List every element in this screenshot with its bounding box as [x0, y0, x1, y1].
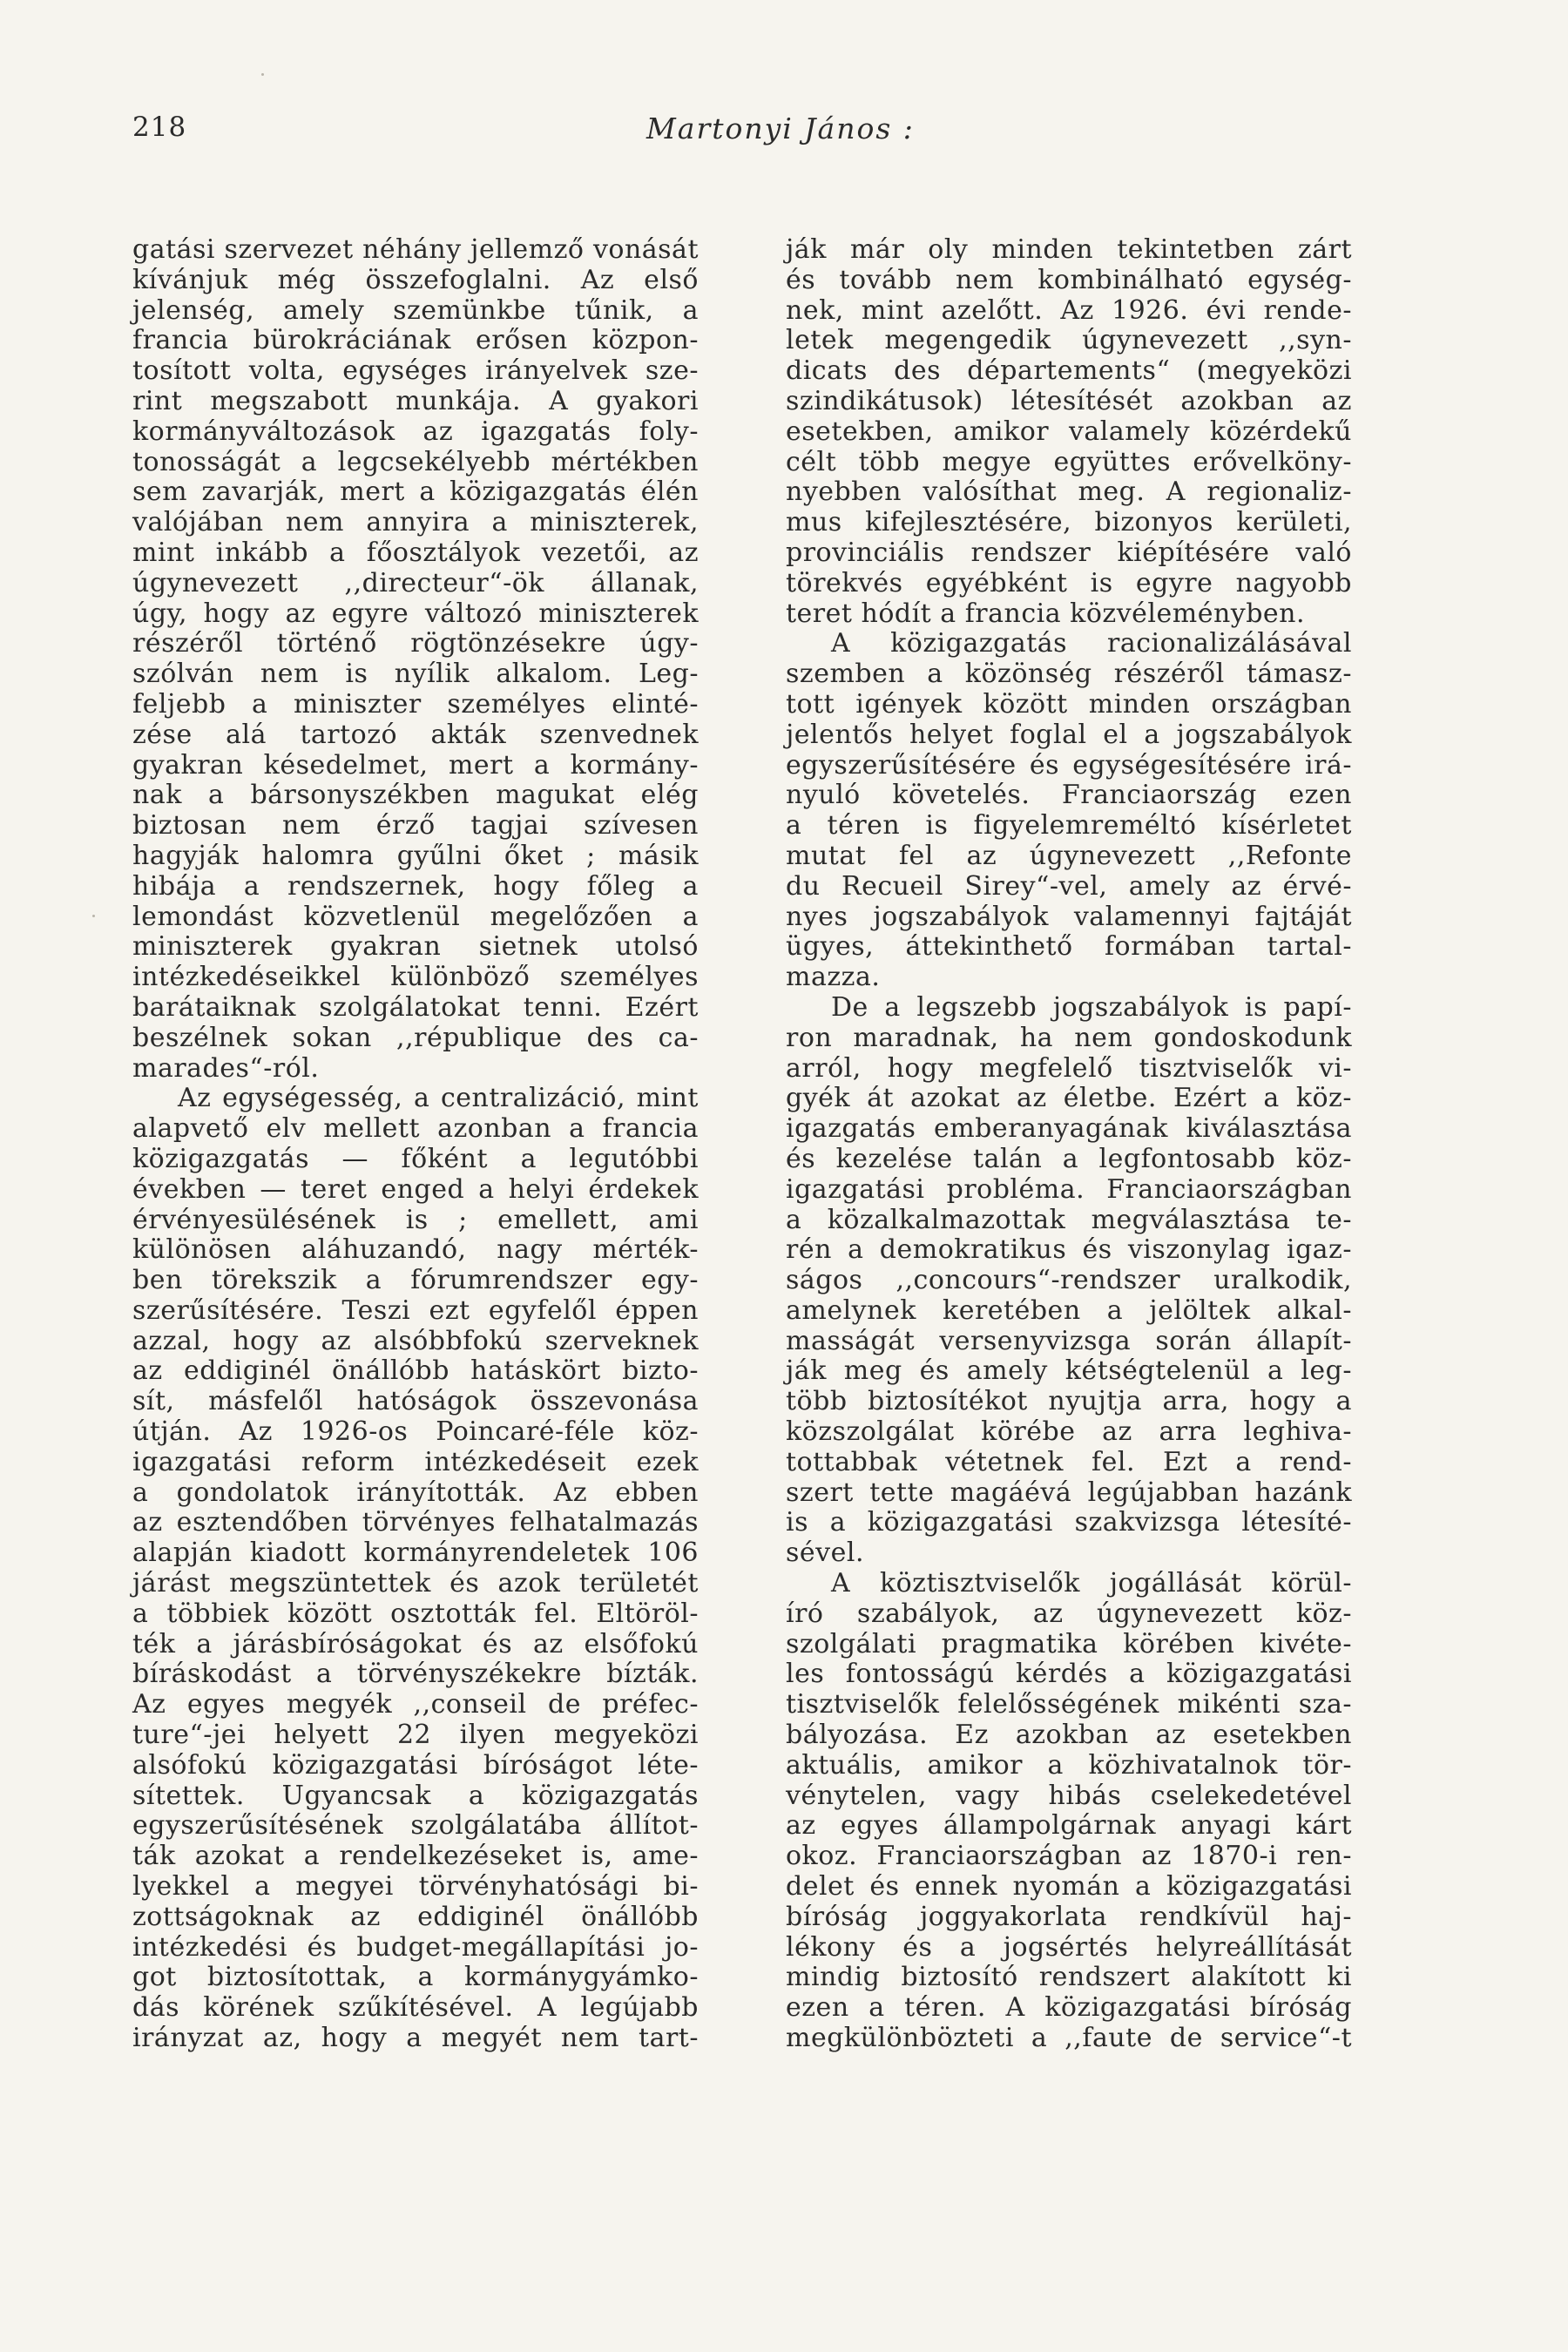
text-line: lyekkel a megyei törvényhatósági bi- — [132, 1871, 699, 1903]
text-line: úgynevezett ,,directeur“-ök állanak, — [132, 567, 699, 598]
text-line: jelenség, amely szemünkbe tűnik, a — [132, 294, 699, 326]
text-line: rint megszabott munkája. A gyakori — [132, 385, 699, 416]
text-line: barátaiknak szolgálatokat tenni. Ezért — [132, 991, 699, 1023]
text-line: törekvés egyébként is egyre nagyobb — [786, 567, 1352, 598]
text-line: alapján kiadott kormányrendeletek 106 — [132, 1538, 699, 1569]
text-line: ságos ,,concours“-rendszer uralkodik, — [786, 1265, 1352, 1296]
text-line: vénytelen, vagy hibás cselekedetével — [786, 1780, 1352, 1811]
text-line: alapvető elv mellett azonban a francia — [132, 1113, 699, 1145]
text-line: les fontosságú kérdés a közigazgatási — [786, 1659, 1352, 1690]
text-line: ták azokat a rendelkezéseket is, ame- — [132, 1841, 699, 1872]
text-line: és kezelése talán a legfontosabb köz- — [786, 1143, 1352, 1174]
text-line: közszolgálat körébe az arra leghiva- — [786, 1416, 1352, 1448]
text-line: lékony és a jogsértés helyreállítását — [786, 1931, 1352, 1963]
text-line: több biztosítékot nyujtja arra, hogy a — [786, 1386, 1352, 1417]
right-text-column — [786, 235, 1352, 2054]
text-line: nyebben valósíthat meg. A regionaliz- — [786, 476, 1352, 508]
text-line: gyakran késedelmet, mert a kormány- — [132, 749, 699, 781]
text-line: szólván nem is nyílik alkalom. Leg- — [132, 659, 699, 690]
text-line: mutat fel az úgynevezett ,,Refonte — [786, 840, 1352, 871]
text-line: lemondást közvetlenül megelőzően a — [132, 901, 699, 932]
text-line: a közalkalmazottak megválasztása te- — [786, 1204, 1352, 1235]
text-line: célt több megye együttes erővelköny- — [786, 446, 1352, 477]
text-line: igazgatás emberanyagának kiválasztása — [786, 1113, 1352, 1145]
text-line: miniszterek gyakran sietnek utolsó — [132, 931, 699, 963]
text-line: okoz. Franciaországban az 1870-i ren- — [786, 1841, 1352, 1872]
text-line: delet és ennek nyomán a közigazgatási — [786, 1871, 1352, 1903]
text-line: rén a demokratikus és viszonylag igaz- — [786, 1234, 1352, 1266]
text-line: sével. — [786, 1538, 864, 1569]
text-line: du Recueil Sirey“-vel, amely az érvé- — [786, 870, 1352, 902]
text-line: hagyják halomra gyűlni őket ; másik — [132, 840, 699, 871]
text-line: tott igények között minden országban — [786, 688, 1352, 720]
text-line: aktuális, amikor a közhivatalnok tör- — [786, 1749, 1352, 1781]
text-line: esetekben, amikor valamely közérdekű — [786, 416, 1352, 447]
text-line: mint inkább a főosztályok vezetői, az — [132, 537, 699, 568]
text-line: sít, másfelől hatóságok összevonása — [132, 1386, 699, 1417]
text-line: provinciális rendszer kiépítésére való — [786, 537, 1352, 568]
text-line: ron maradnak, ha nem gondoskodunk — [786, 1022, 1352, 1053]
text-line: marades“-ról. — [132, 1052, 320, 1084]
text-line: az esztendőben törvényes felhatalmazás — [132, 1507, 699, 1538]
text-line: bíráskodást a törvényszékekre bízták. — [132, 1659, 699, 1690]
left-text-column — [132, 235, 699, 2054]
text-line: szert tette magáévá legújabban hazánk — [786, 1477, 1352, 1508]
text-line: egyszerűsítésére és egységesítésére irá- — [786, 749, 1352, 781]
text-line: De a legszebb jogszabályok is papí- — [831, 991, 1352, 1023]
text-line: nyuló követelés. Franciaország ezen — [786, 780, 1352, 811]
text-line: és tovább nem kombinálható egység- — [786, 264, 1352, 295]
page-number: 218 — [132, 112, 187, 143]
text-line: amelynek keretében a jelöltek alkal- — [786, 1294, 1352, 1326]
text-line: ben törekszik a fórumrendszer egy- — [132, 1265, 699, 1296]
text-line: ték a járásbíróságokat és az elsőfokú — [132, 1628, 699, 1659]
text-line: kívánjuk még összefoglalni. Az első — [132, 264, 699, 295]
text-line: tosított volta, egységes irányelvek sze- — [132, 355, 699, 387]
text-line: masságát versenyvizsga során állapít- — [786, 1325, 1352, 1356]
text-line: jelentős helyet foglal el a jogszabályok — [786, 719, 1352, 750]
text-line: sem zavarják, mert a közigazgatás élén — [132, 476, 699, 508]
text-line: ják meg és amely kétségtelenül a leg- — [786, 1355, 1352, 1387]
text-line: zottságoknak az eddiginél önállóbb — [132, 1901, 699, 1932]
text-line: különösen aláhuzandó, nagy mérték- — [132, 1234, 699, 1266]
text-line: biztosan nem érző tagjai szívesen — [132, 810, 699, 841]
text-line: A közigazgatás racionalizálásával — [831, 628, 1352, 659]
text-line: tisztviselők felelősségének mikénti sza- — [786, 1689, 1352, 1720]
text-line: egyszerűsítésének szolgálatába állítot- — [132, 1810, 699, 1842]
text-line: arról, hogy megfelelő tisztviselők vi- — [786, 1052, 1352, 1084]
text-line: letek megengedik úgynevezett ,,syn- — [786, 325, 1352, 356]
text-line: gyék át azokat az életbe. Ezért a köz- — [786, 1083, 1352, 1114]
paper-speck — [92, 915, 95, 917]
text-line: nak a bársonyszékben magukat elég — [132, 780, 699, 811]
text-line: igazgatási reform intézkedéseit ezek — [132, 1446, 699, 1477]
text-line: ezen a téren. A közigazgatási bíróság — [786, 1992, 1352, 2024]
text-line: intézkedéseikkel különböző személyes — [132, 962, 699, 993]
text-line: hibája a rendszernek, hogy főleg a — [132, 870, 699, 902]
text-line: bályozása. Ez azokban az esetekben — [786, 1720, 1352, 1751]
text-line: beszélnek sokan ,,république des ca- — [132, 1022, 699, 1053]
text-line: got biztosítottak, a kormánygyámko- — [132, 1962, 699, 1993]
text-line: szerűsítésére. Teszi ezt egyfelől éppen — [132, 1294, 699, 1326]
text-line: ügyes, áttekinthető formában tartal- — [786, 931, 1352, 963]
text-line: tonosságát a legcsekélyebb mértékben — [132, 446, 699, 477]
text-line: teret hódít a francia közvéleményben. — [786, 598, 1306, 629]
text-line: bíróság joggyakorlata rendkívül haj- — [786, 1901, 1352, 1932]
text-line: Az egyes megyék ,,conseil de préfec- — [132, 1689, 699, 1720]
text-line: dicats des départements“ (megyeközi — [786, 355, 1352, 387]
text-line: szindikátusok) létesítését azokban az — [786, 385, 1352, 416]
text-line: közigazgatás — főként a legutóbbi — [132, 1143, 699, 1174]
text-line: valójában nem annyira a miniszterek, — [132, 507, 699, 538]
text-line: intézkedési és budget-megállapítási jo- — [132, 1931, 699, 1963]
text-line: érvényesülésének is ; emellett, ami — [132, 1204, 699, 1235]
text-line: nek, mint azelőtt. Az 1926. évi rende- — [786, 294, 1352, 326]
text-line: az egyes állampolgárnak anyagi kárt — [786, 1810, 1352, 1842]
text-line: alsófokú közigazgatási bíróságot léte- — [132, 1749, 699, 1781]
text-line: az eddiginél önállóbb hatáskört bizto- — [132, 1355, 699, 1387]
text-line: Az egységesség, a centralizáció, mint — [178, 1083, 699, 1114]
text-line: mus kifejlesztésére, bizonyos kerületi, — [786, 507, 1352, 538]
paper-speck — [261, 73, 264, 76]
text-line: szemben a közönség részéről támasz- — [786, 659, 1352, 690]
text-line: A köztisztviselők jogállását körül- — [831, 1568, 1352, 1599]
text-line: azzal, hogy az alsóbbfokú szerveknek — [132, 1325, 699, 1356]
text-line: is a közigazgatási szakvizsga létesíté- — [786, 1507, 1352, 1538]
text-line: részéről történő rögtönzésekre úgy- — [132, 628, 699, 659]
text-line: nyes jogszabályok valamennyi fajtáját — [786, 901, 1352, 932]
text-line: ják már oly minden tekintetben zárt — [786, 234, 1352, 265]
text-line: gatási szervezet néhány jellemző vonását — [132, 234, 699, 265]
running-header — [132, 112, 1404, 150]
text-line: megkülönbözteti a ,,faute de service“-t — [786, 2023, 1352, 2054]
text-line: szolgálati pragmatika körében kivéte- — [786, 1628, 1352, 1659]
text-line: dás körének szűkítésével. A legújabb — [132, 1992, 699, 2024]
text-line: irányzat az, hogy a megyét nem tart- — [132, 2023, 699, 2054]
text-line: tottabbak vétetnek fel. Ezt a rend- — [786, 1446, 1352, 1477]
text-line: járást megszüntettek és azok területét — [132, 1568, 699, 1599]
text-line: író szabályok, az úgynevezett köz- — [786, 1598, 1352, 1629]
text-line: francia bürokráciának erősen közpon- — [132, 325, 699, 356]
text-line: a többiek között osztották fel. Eltöröl- — [132, 1598, 699, 1629]
text-line: években — teret enged a helyi érdekek — [132, 1173, 699, 1205]
text-line: zése alá tartozó akták szenvednek — [132, 719, 699, 750]
text-line: útján. Az 1926-os Poincaré-féle köz- — [132, 1416, 699, 1448]
text-line: úgy, hogy az egyre változó miniszterek — [132, 598, 699, 629]
text-line: a gondolatok irányították. Az ebben — [132, 1477, 699, 1508]
text-line: mazza. — [786, 962, 881, 993]
text-line: sítettek. Ugyancsak a közigazgatás — [132, 1780, 699, 1811]
text-line: feljebb a miniszter személyes elinté- — [132, 688, 699, 720]
text-line: ture“-jei helyett 22 ilyen megyeközi — [132, 1720, 699, 1751]
text-line: a téren is figyelemreméltó kísérletet — [786, 810, 1352, 841]
text-line: mindig biztosító rendszert alakított ki — [786, 1962, 1352, 1993]
running-title: Martonyi János : — [646, 112, 915, 145]
text-line: kormányváltozások az igazgatás foly- — [132, 416, 699, 447]
text-line: igazgatási probléma. Franciaországban — [786, 1173, 1352, 1205]
